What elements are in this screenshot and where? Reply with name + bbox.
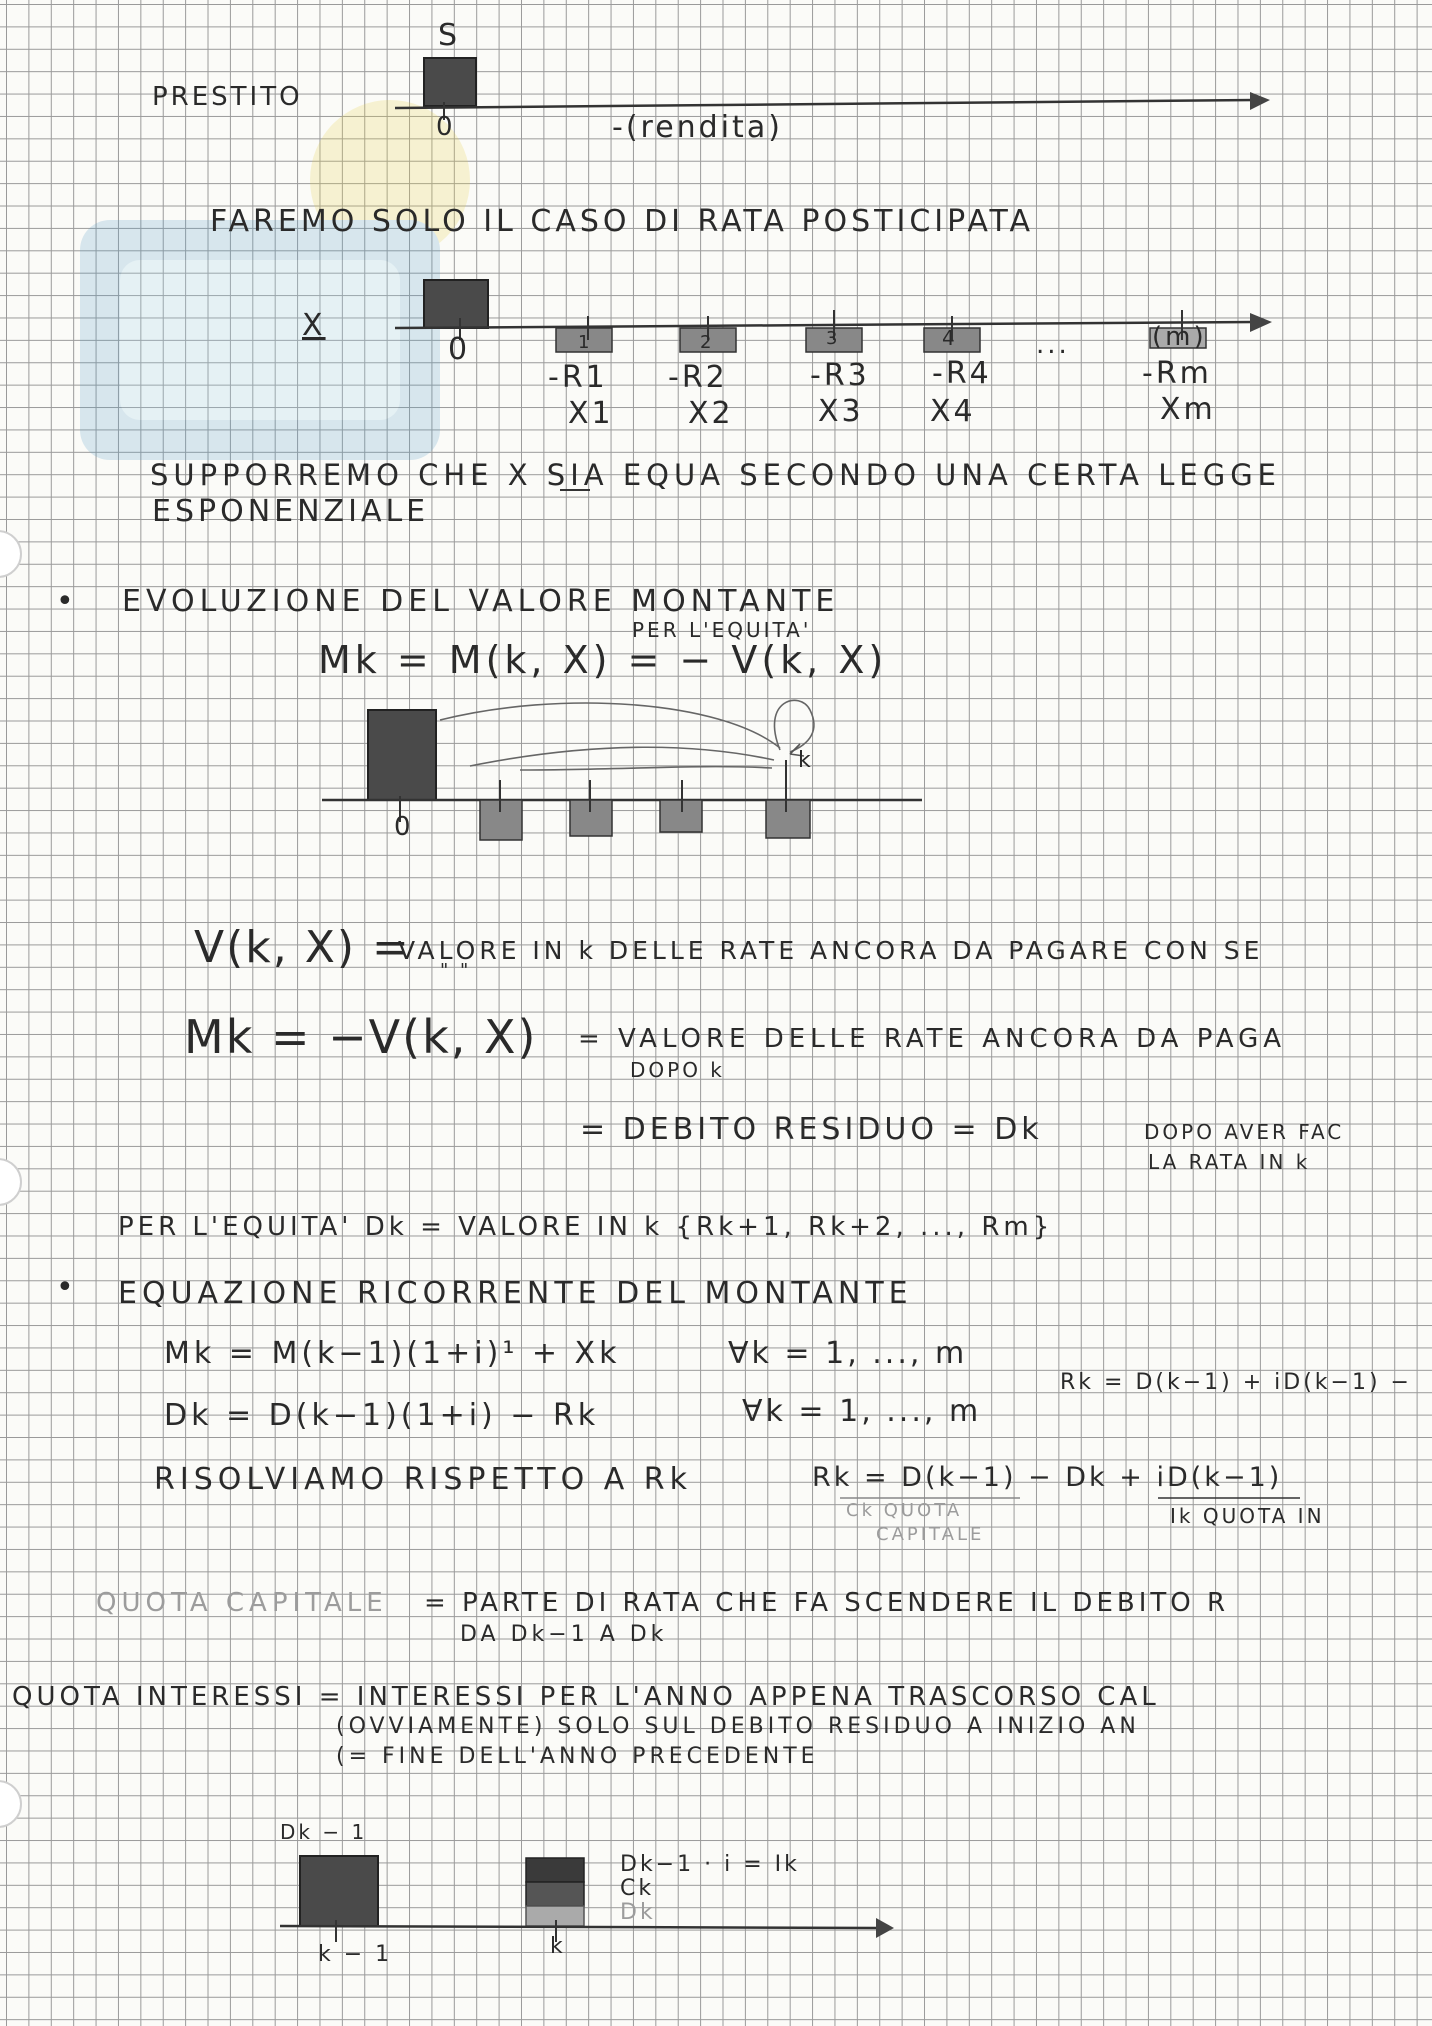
flow-3: X3	[818, 394, 864, 429]
capital-block	[526, 1882, 584, 1906]
zero-label: 0	[436, 112, 456, 142]
dk-label: Dk	[620, 1900, 656, 1925]
quota-interessi-line-3: (= FINE DELL'ANNO PRECEDENTE	[336, 1744, 819, 1769]
tick-3: 3	[826, 328, 841, 349]
rk-formula: Rk = D(k−1) − Dk + iD(k−1)	[812, 1462, 1283, 1493]
timeline-4	[280, 1926, 880, 1928]
v-formula: V(k, X) =	[194, 922, 411, 973]
k-label: k	[550, 1934, 566, 1959]
m-definition: = VALORE DELLE RATE ANCORA DA PAGA	[578, 1024, 1287, 1054]
evolution-title: EVOLUZIONE DEL VALORE MONTANTE	[122, 584, 840, 619]
rate-side-equation: Rk = D(k−1) + iD(k−1) −	[1060, 1370, 1412, 1395]
quota-capitale-label: QUOTA CAPITALE	[96, 1588, 388, 1618]
debito-equation: Dk = D(k−1)(1+i) − Rk	[164, 1398, 600, 1433]
montante-equation: Mk = M(k−1)(1+i)¹ + Xk	[164, 1336, 621, 1371]
rate-m: -Rm	[1142, 356, 1212, 391]
s-label: S	[438, 18, 461, 53]
arrow-head	[1250, 92, 1270, 110]
arrow-head	[876, 1918, 894, 1938]
flow-2: X2	[688, 396, 734, 431]
zero-label: 0	[448, 332, 471, 367]
rate-block	[766, 800, 810, 838]
flow-1: X1	[568, 396, 614, 431]
montante-quantifier: ∀k = 1, ..., m	[728, 1336, 968, 1371]
tick-m: (m)	[1152, 322, 1207, 352]
loan-block	[368, 710, 436, 800]
zero-label: 0	[394, 812, 414, 842]
montante-formula: Mk = M(k, X) = − V(k, X)	[318, 638, 888, 682]
rendita-label: -(rendita)	[612, 110, 783, 145]
flow-4: X4	[930, 394, 976, 429]
loan-block	[424, 280, 488, 328]
bullet: •	[56, 584, 77, 619]
tick-4: 4	[942, 326, 958, 350]
per-equita-note: PER L'EQUITA'	[632, 618, 812, 642]
debito-residuo: = DEBITO RESIDUO = Dk	[580, 1112, 1043, 1147]
tick-2: 2	[700, 332, 715, 353]
rate-1: -R1	[548, 360, 608, 395]
recurrence-title: EQUAZIONE RICORRENTE DEL MONTANTE	[118, 1276, 913, 1311]
suppose-line-1: SUPPORREMO CHE X SIA EQUA SECONDO UNA CERTA LEGGE	[150, 458, 1281, 492]
flow-m: Xm	[1160, 392, 1216, 427]
debt-block	[300, 1856, 378, 1926]
ellipsis: ...	[1036, 330, 1070, 360]
debito-note-1: DOPO AVER FAC	[1144, 1120, 1345, 1144]
timeline-2	[395, 322, 1255, 328]
rate-3: -R3	[810, 358, 870, 393]
ck-label: Ck	[620, 1876, 655, 1901]
v-definition: VALORE IN k DELLE RATE ANCORA DA PAGARE CON SE	[398, 936, 1264, 965]
quota-capitale-text-1: = PARTE DI RATA CHE FA SCENDERE IL DEBITO R	[424, 1588, 1230, 1618]
loan-block	[424, 58, 476, 106]
prestito-label: PRESTITO	[152, 82, 303, 112]
m-definition-2: DOPO k	[630, 1058, 725, 1082]
suppose-line-2: ESPONENZIALE	[152, 494, 430, 529]
caso-line: FAREMO SOLO IL CASO DI RATA POSTICIPATA	[210, 204, 1035, 239]
interest-block	[526, 1858, 584, 1882]
bullet: •	[56, 1270, 77, 1305]
arrow-head	[1250, 313, 1272, 332]
k-label: k	[798, 748, 814, 773]
rate-2: -R2	[668, 360, 728, 395]
quota-interessi-line-2: (OVVIAMENTE) SOLO SUL DEBITO RESIDUO A INIZIO AN	[336, 1714, 1140, 1739]
k-minus-1-label: k − 1	[318, 1942, 393, 1967]
ck-note-1: Ck QUOTA	[846, 1500, 963, 1521]
ditto-marks: " "	[440, 960, 472, 981]
risolviamo-line: RISOLVIAMO RISPETTO A Rk	[154, 1462, 693, 1497]
ck-note-2: CAPITALE	[876, 1524, 985, 1545]
timeline-1	[395, 100, 1255, 108]
quota-interessi-line-1: QUOTA INTERESSI = INTERESSI PER L'ANNO APPENA TRASCORSO CAL	[12, 1682, 1160, 1712]
debito-quantifier: ∀k = 1, ..., m	[742, 1394, 982, 1429]
dk-1-label: Dk − 1	[280, 1820, 368, 1844]
tick-1: 1	[578, 332, 593, 353]
ik-note: Ik QUOTA IN	[1170, 1504, 1325, 1528]
x-vector-label: X	[302, 308, 326, 343]
m-formula: Mk = −V(k, X)	[184, 1010, 538, 1064]
per-equita-line: PER L'EQUITA' Dk = VALORE IN k {Rk+1, Rk+2, ..., Rm}	[118, 1212, 1054, 1242]
quota-capitale-text-2: DA Dk−1 A Dk	[460, 1622, 668, 1647]
interest-equation: Dk−1 · i = Ik	[620, 1852, 800, 1877]
debito-note-2: LA RATA IN k	[1148, 1150, 1311, 1174]
rate-4: -R4	[932, 356, 992, 391]
